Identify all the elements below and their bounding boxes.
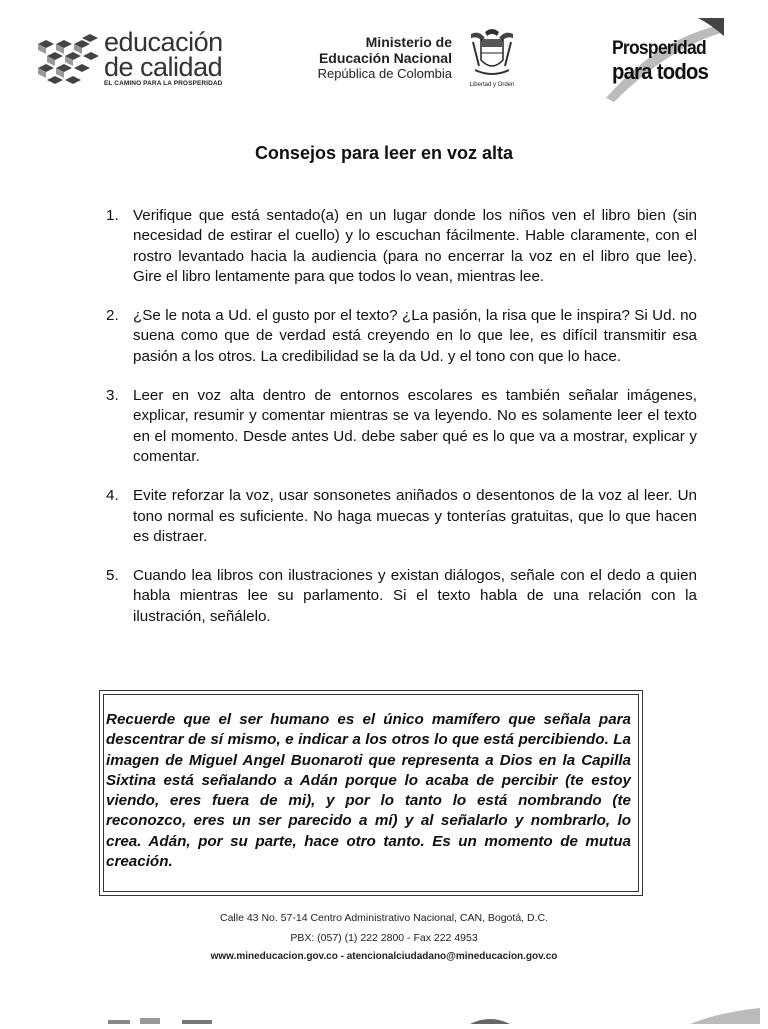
footer-phone: PBX: (057) (1) 222 2800 - Fax 222 4953 [290,932,478,944]
next-page-header-fragment [0,1000,768,1024]
list-item-number: 3. [106,387,119,405]
next-page-logos-icon [0,1000,768,1024]
list-item [106,306,697,367]
page-footer [0,908,768,966]
logo-left-line2: de calidad [104,52,223,82]
list-item-text: Cuando lea libros con ilustraciones y existan diálogos, señale con el dedo a quien habla mientras lee su parlamento. Si el texto habla de una relación con la ilustración, señálelo. [133,567,697,625]
page-header [0,0,768,120]
educacion-de-calidad-logo [34,27,234,87]
list-item-number: 5. [106,567,119,585]
coat-of-arms-icon [467,26,517,82]
tips-list [106,206,697,646]
document-title: Consejos para leer en voz alta [254,143,514,163]
cubes-logo-icon [34,34,100,84]
callout-box [99,690,643,896]
footer-web: www.mineducacion.gov.co - atencionalciudadano@mineducacion.gov.co [210,951,558,962]
colombia-crest [464,26,520,96]
crest-motto: Libertad y Orden [469,82,515,88]
logo-right-line1: Prosperidad [612,38,706,59]
list-item-number: 4. [106,487,119,505]
callout-text: Recuerde que el ser humano es el único mamífero que señala para descentrar de sí mismo, e indicar a los otros lo que está percibiendo. La imagen de Miguel Angel Buonaroti que representa a Dios en la Capilla Sixtina está señalando a Adán porque lo acaba de percibir (te estoy viendo, eres fuera de mi), y por lo tanto lo está nombrando (te reconozco, eres un ser parecido a mí) y al señalarlo y nombrarlo, lo crea. Adán, por su parte, hace otro tanto. Es un momento de mutua creación. [106,711,631,871]
prosperidad-para-todos-logo [598,18,728,108]
footer-address: Calle 43 No. 57-14 Centro Administrativo Nacional, CAN, Bogotá, D.C. [220,912,548,924]
list-item-text: Verifique que está sentado(a) en un lugar donde los niños ven el libro bien (sin necesidad de estirar el cuello) y lo escuchan fácilmente. Hable claramente, con el rostro levantado hacia la audiencia (para no encerrar la voz en el libro que lee). Gire el libro lentamente para que todos lo vean, mientras lee. [133,207,697,285]
list-item [106,206,697,287]
list-item-number: 2. [106,307,119,325]
ministry-name [300,34,452,81]
ministry-line3: República de Colombia [317,66,452,81]
ministry-line2: Educación Nacional [318,50,452,66]
logo-right-line2: para todos [612,59,709,84]
ministry-line1: Ministerio de [365,34,452,50]
list-item-text: Evite reforzar la voz, usar sonsonetes aniñados o desentonos de la voz al leer. Un tono normal es suficiente. No haga muecas y tonterías gratuitas, que lo que hacen es distraer. [133,487,697,545]
logo-left-line1: educación [104,27,223,57]
list-item [106,386,697,467]
list-item-text: ¿Se le nota a Ud. el gusto por el texto? ¿La pasión, la risa que le inspira? Si Ud. no suena como que de verdad está creyendo en lo que lee, es difícil transmitir esa pasión a los otros. La credibilidad se la da Ud. y el tono con que lo hace. [133,307,697,365]
list-item [106,486,697,547]
list-item [106,566,697,627]
list-item-text: Leer en voz alta dentro de entornos escolares es también señalar imágenes, explicar, resumir y comentar mientras se va leyendo. No es solamente leer el texto en el momento. Desde antes Ud. debe saber qué es lo que va a mostrar, explicar y comentar. [133,387,697,465]
list-item-number: 1. [106,207,119,224]
logo-left-tagline: EL CAMINO PARA LA PROSPERIDAD [104,80,223,87]
